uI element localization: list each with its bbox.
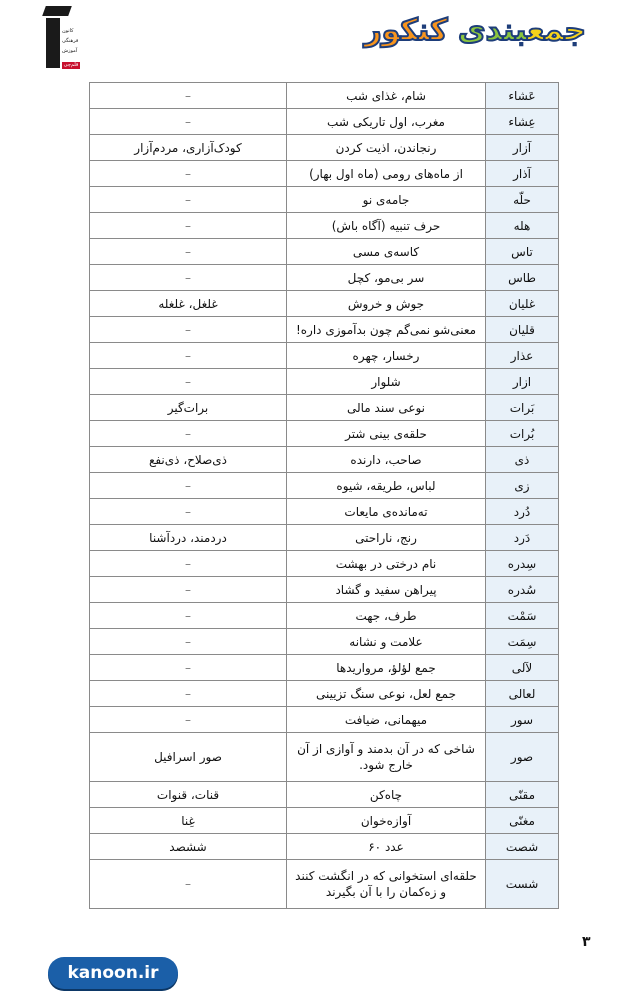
meaning-cell: مغرب، اول تاریکی شب: [287, 109, 486, 135]
word-cell: قلیان: [486, 317, 559, 343]
logo-figure-icon: [46, 18, 60, 68]
table-row: [90, 213, 559, 239]
related-cell: –: [90, 239, 287, 265]
kanoon-site-link[interactable]: kanoon.ir: [48, 957, 178, 989]
word-cell: شصت: [486, 834, 559, 860]
brand-title: [364, 14, 586, 48]
word-cell: سُدره: [486, 577, 559, 603]
related-cell: ششصد: [90, 834, 287, 860]
meaning-cell: حلقه‌ای استخوانی که در انگشت کنند و زه‌کمان را با آن بگیرند: [287, 860, 486, 909]
brand-part-2: بندی: [458, 13, 528, 48]
word-cell: غلیان: [486, 291, 559, 317]
word-cell: آذار: [486, 161, 559, 187]
table-row: [90, 860, 559, 909]
word-cell: طاس: [486, 265, 559, 291]
related-cell: –: [90, 681, 287, 707]
table-row: [90, 109, 559, 135]
table-row: [90, 343, 559, 369]
word-cell: زی: [486, 473, 559, 499]
meaning-cell: معنی‌شو نمی‌گم چون بدآموزی داره!: [287, 317, 486, 343]
meaning-cell: طرف، جهت: [287, 603, 486, 629]
word-cell: لآلی: [486, 655, 559, 681]
meaning-cell: نام درختی در بهشت: [287, 551, 486, 577]
table-row: [90, 603, 559, 629]
related-cell: –: [90, 83, 287, 109]
meaning-cell: جامه‌ی نو: [287, 187, 486, 213]
table-row: [90, 473, 559, 499]
table-row: [90, 629, 559, 655]
meaning-cell: لباس، طریقه، شیوه: [287, 473, 486, 499]
word-cell: حلّه: [486, 187, 559, 213]
meaning-cell: آوازه‌خوان: [287, 808, 486, 834]
word-cell: بُرات: [486, 421, 559, 447]
word-cell: سِمَت: [486, 629, 559, 655]
related-cell: غِنا: [90, 808, 287, 834]
meaning-cell: ته‌مانده‌ی مایعات: [287, 499, 486, 525]
logo-text-line: فرهنگی: [62, 38, 79, 44]
meaning-cell: صاحب، دارنده: [287, 447, 486, 473]
meaning-cell: شاخی که در آن بدمند و آوازی از آن خارج شود.: [287, 733, 486, 782]
logo-text-line: کانون: [62, 28, 74, 34]
related-cell: –: [90, 213, 287, 239]
related-cell: ذی‌صلاح، ذی‌نفع: [90, 447, 287, 473]
meaning-cell: جمع لؤلؤ، مرواریدها: [287, 655, 486, 681]
brand-part-1: جمع: [527, 13, 586, 48]
related-cell: غلغل، غلغله: [90, 291, 287, 317]
related-cell: کودک‌آزاری، مردم‌آزار: [90, 135, 287, 161]
related-cell: –: [90, 369, 287, 395]
related-cell: –: [90, 707, 287, 733]
page-number: ۳: [582, 934, 591, 950]
word-cell: عَشاء: [486, 83, 559, 109]
meaning-cell: علامت و نشانه: [287, 629, 486, 655]
word-cell: ازار: [486, 369, 559, 395]
related-cell: –: [90, 265, 287, 291]
meaning-cell: عدد ۶۰: [287, 834, 486, 860]
table-row: [90, 395, 559, 421]
logo-text-line: آموزش: [62, 48, 78, 54]
word-cell: دُرد: [486, 499, 559, 525]
related-cell: –: [90, 629, 287, 655]
word-cell: دَرد: [486, 525, 559, 551]
word-cell: تاس: [486, 239, 559, 265]
related-cell: –: [90, 473, 287, 499]
table-row: [90, 681, 559, 707]
word-cell: ذی: [486, 447, 559, 473]
word-cell: عِشاء: [486, 109, 559, 135]
table-row: [90, 161, 559, 187]
related-cell: –: [90, 603, 287, 629]
word-cell: سِدره: [486, 551, 559, 577]
related-cell: –: [90, 109, 287, 135]
table-row: [90, 707, 559, 733]
meaning-cell: رخسار، چهره: [287, 343, 486, 369]
word-cell: لعالی: [486, 681, 559, 707]
table-row: [90, 808, 559, 834]
related-cell: –: [90, 577, 287, 603]
meaning-cell: سر بی‌مو، کچل: [287, 265, 486, 291]
page-header: [0, 0, 622, 80]
related-cell: صور اسرافیل: [90, 733, 287, 782]
related-cell: –: [90, 187, 287, 213]
vocabulary-table: [89, 82, 559, 909]
related-cell: برات‌گیر: [90, 395, 287, 421]
word-cell: هله: [486, 213, 559, 239]
table-row: [90, 834, 559, 860]
word-cell: مغنّی: [486, 808, 559, 834]
meaning-cell: رنج، ناراحتی: [287, 525, 486, 551]
table-row: [90, 291, 559, 317]
word-cell: سَمْت: [486, 603, 559, 629]
table-row: [90, 317, 559, 343]
related-cell: –: [90, 343, 287, 369]
word-cell: صور: [486, 733, 559, 782]
table-row: [90, 135, 559, 161]
meaning-cell: حلقه‌ی بینی شتر: [287, 421, 486, 447]
table-row: [90, 499, 559, 525]
meaning-cell: شلوار: [287, 369, 486, 395]
table-row: [90, 83, 559, 109]
related-cell: –: [90, 317, 287, 343]
table-row: [90, 655, 559, 681]
table-row: [90, 421, 559, 447]
brand-part-3: کنکور: [364, 13, 448, 48]
table-row: [90, 447, 559, 473]
logo-red-badge: قلم‌چی: [63, 62, 79, 68]
table-row: [90, 369, 559, 395]
meaning-cell: از ماه‌های رومی (ماه اول بهار): [287, 161, 486, 187]
meaning-cell: جوش و خروش: [287, 291, 486, 317]
related-cell: –: [90, 499, 287, 525]
graduation-cap-icon: [42, 6, 72, 16]
meaning-cell: چاه‌کن: [287, 782, 486, 808]
meaning-cell: پیراهن سفید و گشاد: [287, 577, 486, 603]
meaning-cell: نوعی سند مالی: [287, 395, 486, 421]
related-cell: –: [90, 421, 287, 447]
related-cell: –: [90, 551, 287, 577]
meaning-cell: میهمانی، ضیافت: [287, 707, 486, 733]
table-row: [90, 577, 559, 603]
meaning-cell: شام، غذای شب: [287, 83, 486, 109]
word-cell: مقنّی: [486, 782, 559, 808]
word-cell: شست: [486, 860, 559, 909]
related-cell: قنات، قنوات: [90, 782, 287, 808]
meaning-cell: کاسه‌ی مسی: [287, 239, 486, 265]
table-row: [90, 525, 559, 551]
table-row: [90, 551, 559, 577]
table-row: [90, 265, 559, 291]
kanoon-logo[interactable]: [40, 6, 82, 70]
word-cell: بَرات: [486, 395, 559, 421]
table-row: [90, 239, 559, 265]
related-cell: –: [90, 860, 287, 909]
meaning-cell: حرف تنبیه (آگاه باش): [287, 213, 486, 239]
meaning-cell: جمع لعل، نوعی سنگ تزیینی: [287, 681, 486, 707]
word-cell: آزار: [486, 135, 559, 161]
related-cell: –: [90, 161, 287, 187]
table-row: [90, 782, 559, 808]
table-row: [90, 733, 559, 782]
meaning-cell: رنجاندن، اذیت کردن: [287, 135, 486, 161]
word-cell: سور: [486, 707, 559, 733]
vocabulary-table-body: [90, 83, 559, 909]
word-cell: عذار: [486, 343, 559, 369]
related-cell: –: [90, 655, 287, 681]
related-cell: دردمند، دردآشنا: [90, 525, 287, 551]
table-row: [90, 187, 559, 213]
